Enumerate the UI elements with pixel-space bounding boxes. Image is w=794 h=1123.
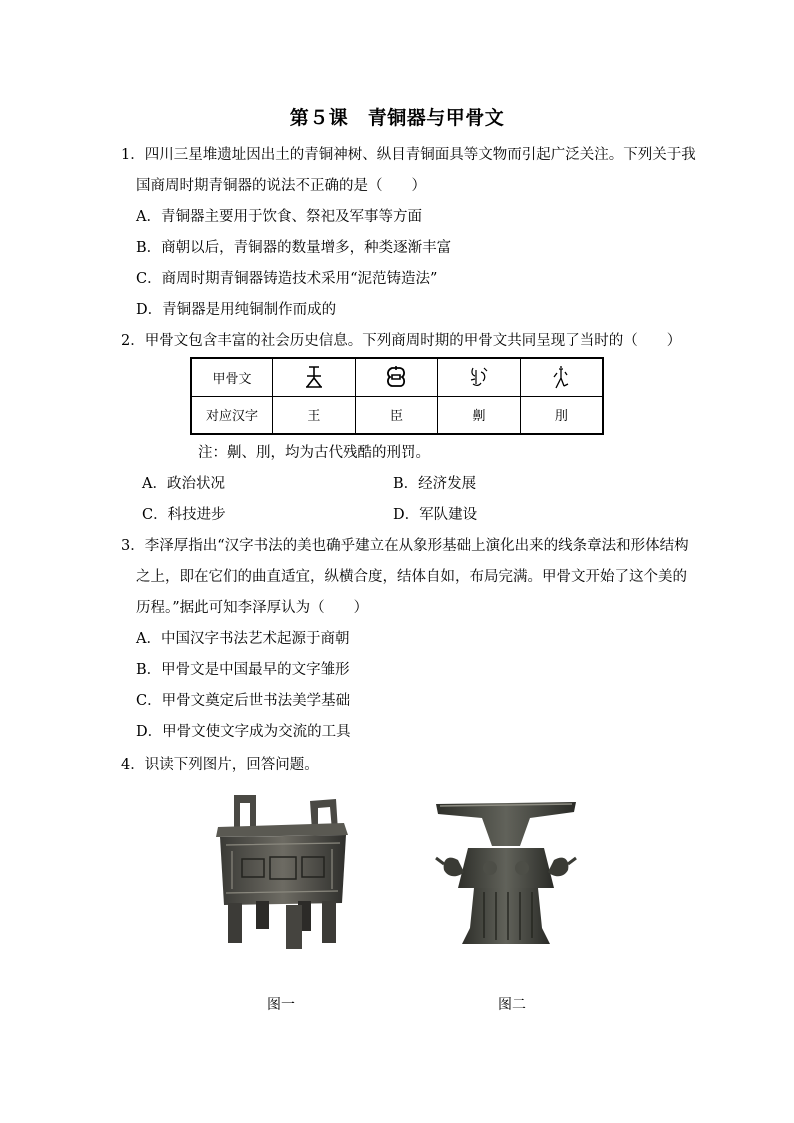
hanzi-cell: 劓 xyxy=(438,396,521,434)
q2-option-a: A．政治状况 xyxy=(142,476,225,492)
q3-option-a: A．中国汉字书法艺术起源于商朝 xyxy=(136,631,350,647)
hanzi-cell: 臣 xyxy=(355,396,438,434)
figure1-caption: 图一 xyxy=(267,997,295,1013)
q3-option-d: D．甲骨文使文字成为交流的工具 xyxy=(136,724,351,740)
page-title: 第５课 青铜器与甲骨文 xyxy=(289,107,505,129)
q3-stem-line1: 3．李泽厚指出“汉字书法的美也确乎建立在从象形基础上演化出来的线条章法和形体结构 xyxy=(121,538,689,554)
oracle-glyph-wang-icon xyxy=(273,358,356,396)
q1-option-b: B．商朝以后，青铜器的数量增多，种类逐渐丰富 xyxy=(136,240,452,256)
oracle-bone-table xyxy=(190,357,604,435)
table-row xyxy=(191,358,603,396)
q1-option-d: D．青铜器是用纯铜制作而成的 xyxy=(136,302,337,318)
oracle-glyph-yue-icon xyxy=(520,358,603,396)
q2-note: 注：劓、刖，均为古代残酷的刑罚。 xyxy=(198,445,430,461)
table-row xyxy=(191,396,603,434)
oracle-header-cell: 甲骨文 xyxy=(191,358,273,396)
figure2-caption: 图二 xyxy=(498,997,526,1013)
q1-stem-line1: 1．四川三星堆遗址因出土的青铜神树、纵目青铜面具等文物而引起广泛关注。下列关于我 xyxy=(121,147,696,163)
q4-stem: 4．识读下列图片，回答问题。 xyxy=(121,757,319,773)
q2-option-c: C．科技进步 xyxy=(142,507,226,523)
q1-option-a: A．青铜器主要用于饮食、祭祀及军事等方面 xyxy=(136,209,422,225)
q3-option-c: C．甲骨文奠定后世书法美学基础 xyxy=(136,693,351,709)
q3-option-b: B．甲骨文是中国最早的文字雏形 xyxy=(136,662,350,678)
q3-stem-line2: 之上，即在它们的曲直适宜，纵横合度，结体自如，布局完满。甲骨文开始了这个美的 xyxy=(136,569,687,585)
bronze-ding-image xyxy=(212,793,350,951)
bronze-zun-image xyxy=(434,798,578,948)
q2-option-d: D．军队建设 xyxy=(393,507,478,523)
q3-stem-line3: 历程。”据此可知李泽厚认为（ ） xyxy=(136,600,369,616)
q1-stem-line2: 国商周时期青铜器的说法不正确的是（ ） xyxy=(136,178,426,194)
oracle-glyph-yi-icon xyxy=(438,358,521,396)
hanzi-cell: 王 xyxy=(273,396,356,434)
hanzi-header-cell: 对应汉字 xyxy=(191,396,273,434)
hanzi-cell: 刖 xyxy=(520,396,603,434)
q1-option-c: C．商周时期青铜器铸造技术采用“泥范铸造法” xyxy=(136,271,438,287)
q2-stem: 2．甲骨文包含丰富的社会历史信息。下列商周时期的甲骨文共同呈现了当时的（ ） xyxy=(121,333,682,349)
q2-option-b: B．经济发展 xyxy=(393,476,477,492)
oracle-glyph-chen-icon xyxy=(355,358,438,396)
